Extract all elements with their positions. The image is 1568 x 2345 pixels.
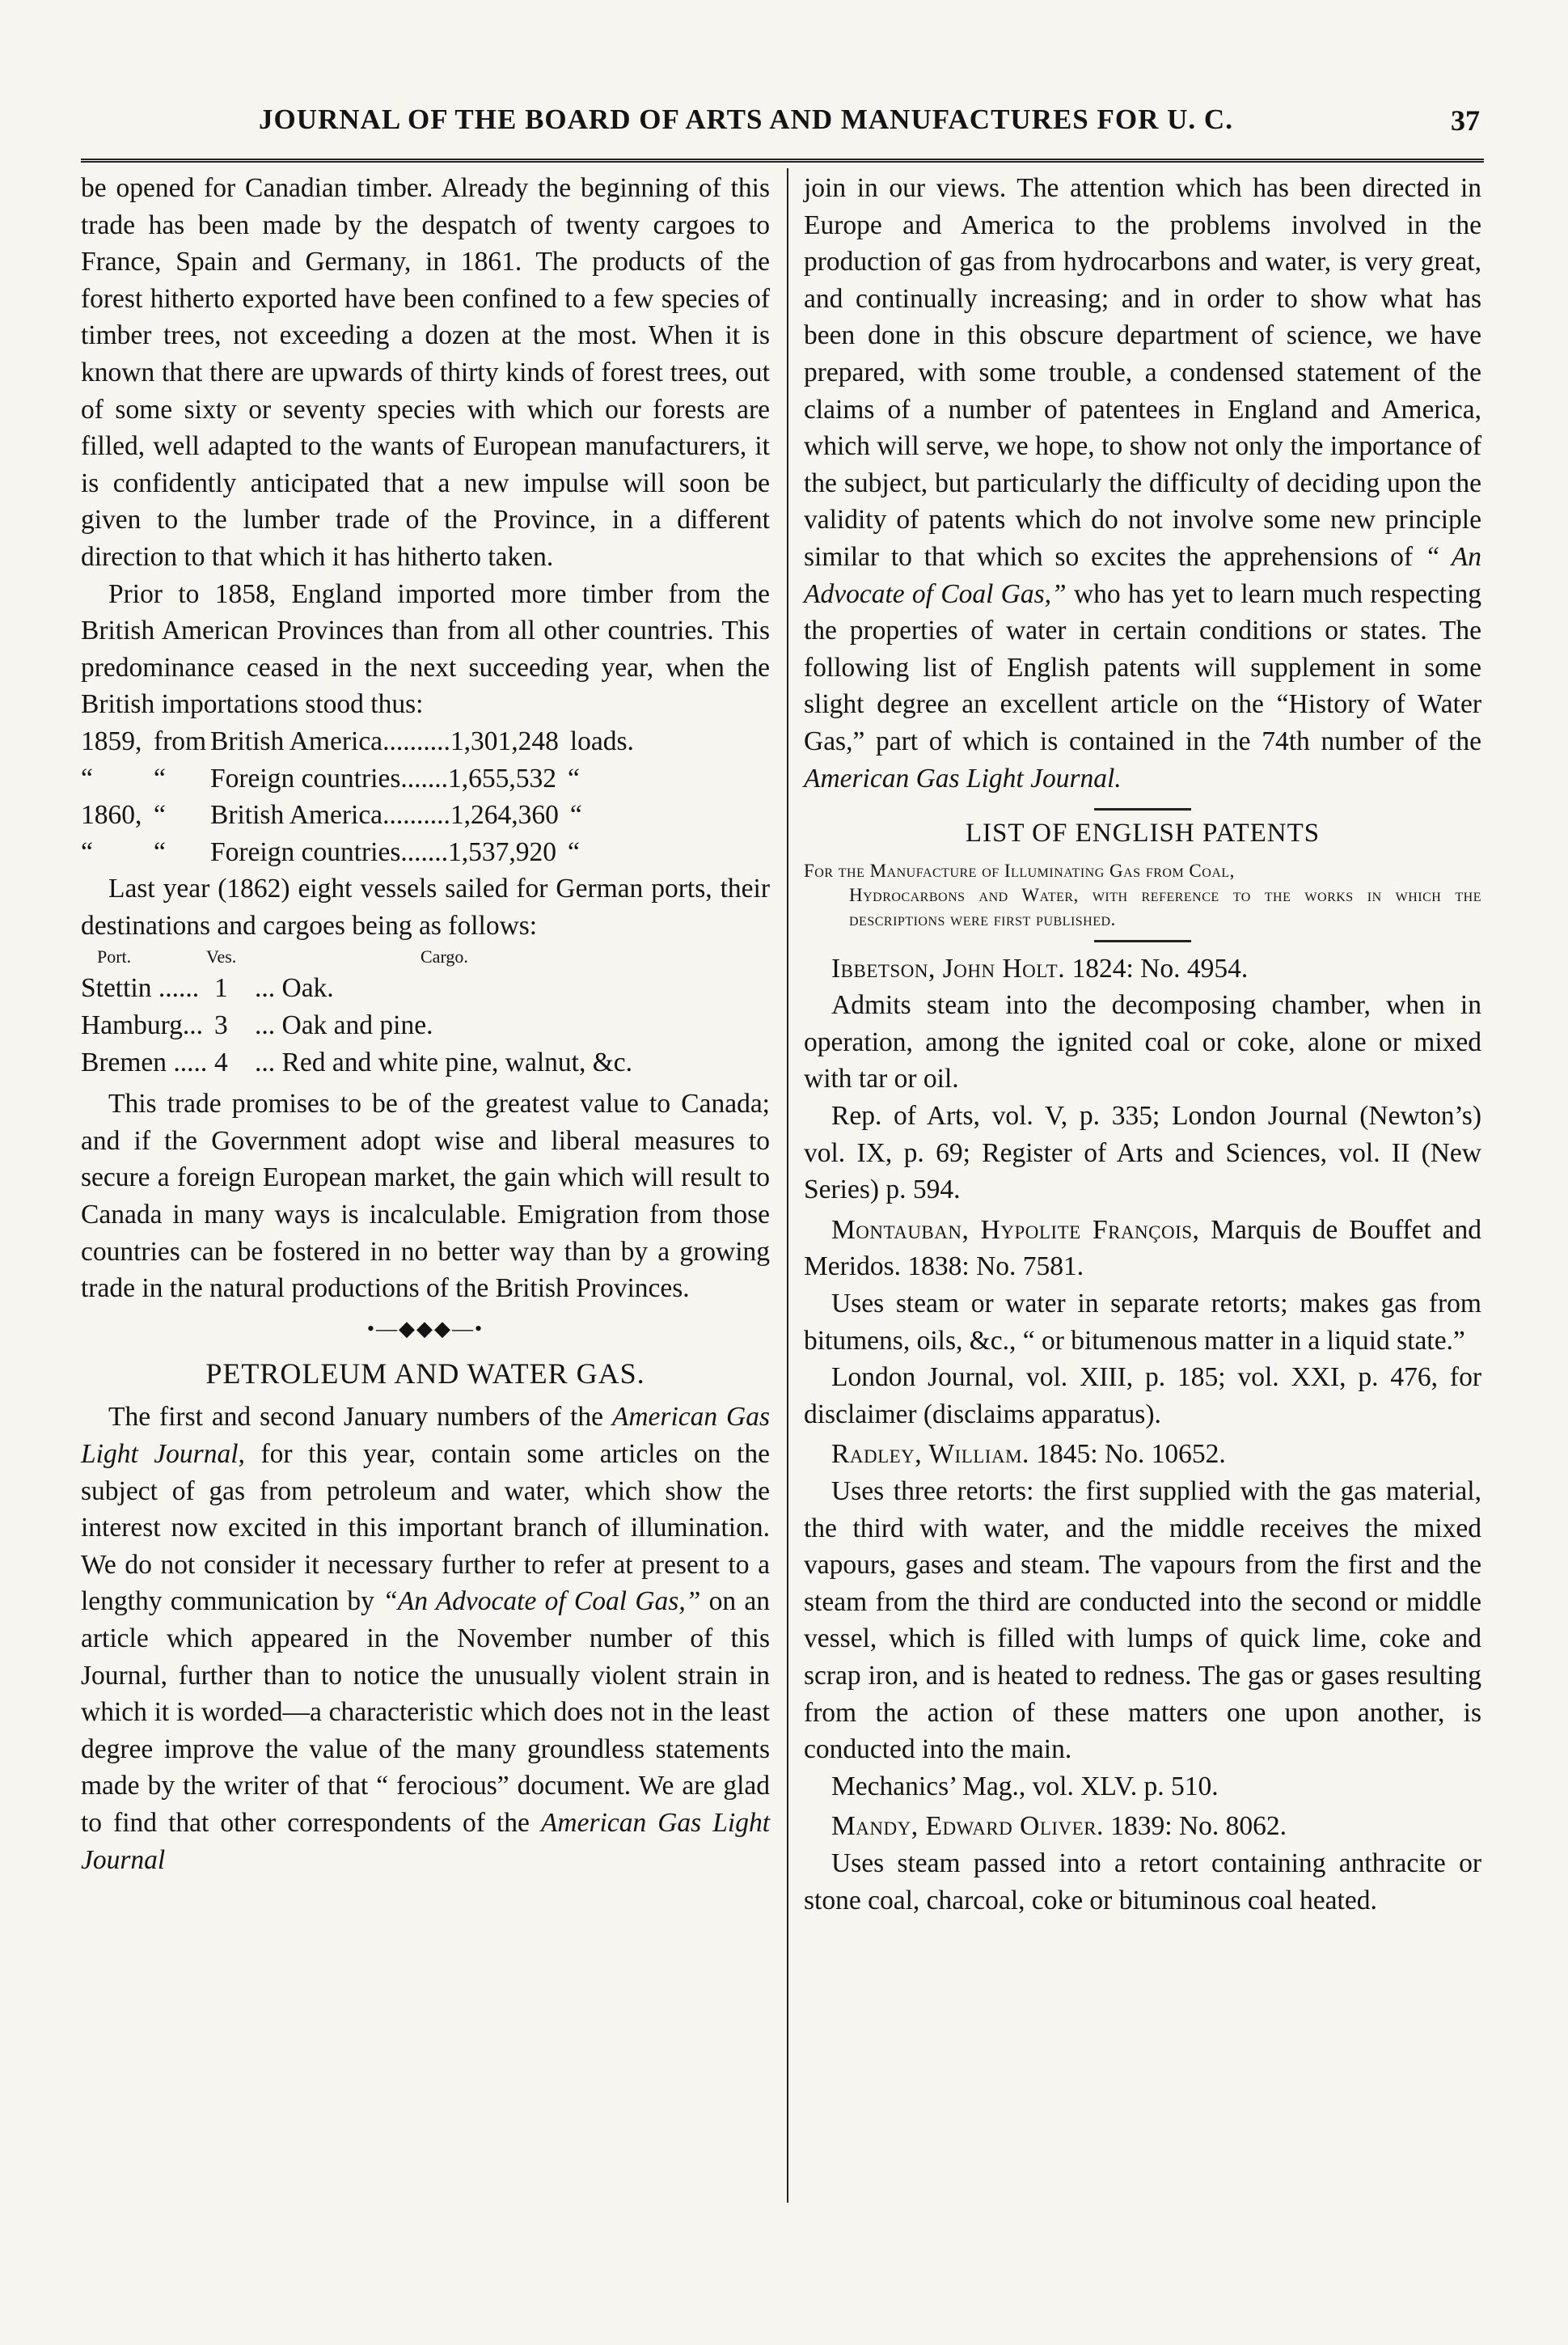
section-ornament: •—◆◆◆—•	[366, 1316, 484, 1340]
patentee-name: Radley, William.	[831, 1439, 1029, 1470]
imports-value: 1,655,532	[448, 763, 557, 794]
section-rule	[1094, 940, 1191, 942]
section-heading: PETROLEUM AND WATER GAS.	[205, 1357, 645, 1390]
imports-year: 1860,	[81, 800, 142, 831]
imports-value: 1,301,248	[450, 726, 559, 756]
imports-source: British America	[210, 800, 383, 831]
cargo-goods: ... Oak.	[255, 973, 334, 1004]
imports-unit: loads.	[569, 726, 634, 756]
patent-description: Uses steam or water in separate retorts; makes gas from bitumens, oils, &c., “ or bitumenous matter in a liquid state.”	[804, 1289, 1481, 1356]
patent-references: Mechanics’ Mag., vol. XLV. p. 510.	[831, 1771, 1219, 1801]
cargo-port: Bremen .....	[81, 1047, 208, 1077]
patent-title	[804, 1436, 1481, 1473]
cargo-head-cargo: Cargo.	[421, 946, 468, 967]
patent-list	[804, 950, 1481, 1919]
cargo-vessels: 4	[214, 1047, 228, 1077]
right-column	[804, 170, 1481, 1922]
patent-description: Uses steam passed into a retort containing anthracite or stone coal, charcoal, coke or bituminous coal heated.	[804, 1848, 1481, 1915]
cargo-vessels: 3	[214, 1010, 228, 1041]
patent-number: Marquis de Bouffet and Meridos. 1838: No. 7581.	[804, 1214, 1481, 1282]
running-title: JOURNAL OF THE BOARD OF ARTS AND MANUFACTURES FOR U. C.	[259, 104, 1233, 135]
imports-row	[81, 797, 770, 834]
imports-year: “	[81, 763, 93, 794]
patentee-name: Ibbetson, John Holt.	[831, 953, 1066, 984]
paragraph: be opened for Canadian timber. Already the beginning of this trade has been made by the despatch of twenty cargoes to France, Spain and Germany, in 1861. The products of the forest hitherto exported have been confined to a few species of timber trees, not exceeding a dozen at the most. When it is known that there are upwards of thirty kinds of forest trees, out of some sixty or seventy species with which our forests are filled, well adapted to the wants of European manufacturers, it is confidently anticipated that a new impulse will soon be given to the lumber trade of the Province, in a different direction to that which it has hitherto taken.	[81, 173, 770, 572]
imports-source: Foreign countries	[210, 763, 401, 794]
imports-row	[81, 760, 770, 798]
patentee-name: Montauban, Hypolite François,	[831, 1214, 1200, 1245]
list-subheading: For the Manufacture of Illuminating Gas from Coal, Hydrocarbons and Water, with reference to the works in which the descriptions were first published.	[804, 860, 1481, 929]
imports-prefix: “	[154, 800, 166, 831]
imports-row	[81, 834, 770, 871]
imports-unit: “	[569, 800, 582, 831]
imports-year: 1859,	[81, 726, 142, 756]
paragraph: Last year (1862) eight vessels sailed for German ports, their destinations and cargoes being as follows:	[81, 874, 770, 941]
page-number: 37	[1451, 104, 1480, 137]
cargo-head-port: Port.	[97, 946, 132, 967]
section-rule	[1094, 808, 1191, 811]
cargo-head-ves: Ves.	[206, 946, 237, 967]
imports-value: 1,264,360	[450, 800, 559, 831]
imports-dots: .......	[400, 763, 449, 794]
imports-source: British America	[210, 726, 383, 756]
imports-source: Foreign countries	[210, 836, 401, 867]
patent-references: Rep. of Arts, vol. V, p. 335; London Journal (Newton’s) vol. IX, p. 69; Register of Arts and Sciences, vol. II (New Series) p. 594.	[804, 1101, 1481, 1205]
paragraph: The first and second January numbers of the American Gas Light Journal, for this year, contain some articles on the subject of gas from petroleum and water, which show the interest now excited in this important branch of illumination. We do not consider it necessary further to refer at present to a lengthy communication by “An Advocate of Coal Gas,” on an article which appeared in the November number of this Journal, further than to notice the unusually violent strain in which it is worded—a characteristic which does not in the least degree improve the value of the many groundless statements made by the writer of that “ ferocious” document. We are glad to find that other correspondents of the American Gas Light Journal	[81, 1402, 771, 1875]
imports-year: “	[81, 836, 93, 867]
cargo-row	[81, 970, 770, 1007]
imports-row	[81, 723, 770, 760]
patent-number: 1845: No. 10652.	[1029, 1439, 1226, 1470]
patent-references: London Journal, vol. XIII, p. 185; vol. XXI, p. 476, for disclaimer (disclaims apparatus).	[804, 1362, 1481, 1429]
patentee-name: Mandy, Edward Oliver.	[831, 1811, 1104, 1842]
cargo-table	[81, 970, 770, 1081]
cargo-port: Stettin ......	[81, 973, 200, 1004]
left-column	[81, 170, 770, 1878]
patent-entry	[804, 1808, 1481, 1919]
imports-dots: ..........	[382, 800, 450, 831]
imports-value: 1,537,920	[448, 836, 557, 867]
patent-title	[804, 1808, 1481, 1845]
imports-prefix: from	[154, 726, 207, 756]
cargo-table-header	[81, 944, 770, 970]
cargo-row	[81, 1007, 770, 1044]
cargo-goods: ... Oak and pine.	[255, 1010, 433, 1041]
cargo-goods: ... Red and white pine, walnut, &c.	[255, 1047, 633, 1077]
cargo-port: Hamburg...	[81, 1010, 204, 1041]
paragraph: This trade promises to be of the greatest value to Canada; and if the Government adopt wise and liberal measures to secure a foreign European market, the gain which will result to Canada in many ways is incalculable. Emigration from those countries can be fostered in no better way than by a growing trade in the natural productions of the British Provinces.	[81, 1089, 770, 1304]
paragraph: Prior to 1858, England imported more timber from the British American Provinces than from all other countries. This predominance ceased in the next succeeding year, when the British importations stood thus:	[81, 578, 770, 720]
column-divider	[787, 168, 788, 2203]
imports-dots: ..........	[382, 726, 450, 756]
patent-entry	[804, 1436, 1481, 1805]
patent-description: Uses three retorts: the first supplied with the gas material, the third with water, and the middle receives the mixed vapours, gases and steam. The vapours from the first and the steam from the third are conducted into the second or middle vessel, which is filled with lumps of quick lime, coke and scrap iron, and is heated to redness. The gas or gases resulting from the action of these matters one upon another, is conducted into the main.	[804, 1476, 1481, 1765]
imports-unit: “	[568, 836, 580, 867]
imports-prefix: “	[154, 763, 166, 794]
imports-prefix: “	[154, 836, 166, 867]
imports-table	[81, 723, 770, 870]
cargo-row	[81, 1044, 770, 1081]
imports-unit: “	[568, 763, 580, 794]
list-heading: LIST OF ENGLISH PATENTS	[965, 819, 1321, 849]
patent-entry	[804, 1212, 1481, 1433]
imports-dots: .......	[400, 836, 449, 867]
patent-entry	[804, 950, 1481, 1208]
cargo-vessels: 1	[214, 973, 228, 1004]
patent-description: Admits steam into the decomposing chamber, when in operation, among the ignited coal or coke, alone or mixed with tar or oil.	[804, 990, 1481, 1094]
patent-number: 1824: No. 4954.	[1065, 953, 1249, 984]
paragraph: join in our views. The attention which has been directed in Europe and America to the problems involved in the production of gas from hydrocarbons and water, is very great, and continually increasing; and in order to show what has been done in this obscure department of science, we have prepared, with some trouble, a condensed statement of the claims of a number of patentees in England and America, which will serve, we hope, to show not only the importance of the subject, but particularly the difficulty of deciding upon the validity of patents which do not involve some new principle similar to that which so excites the apprehensions of “ An Advocate of Coal Gas,” who has yet to learn much respecting the properties of water in certain conditions or states. The following list of English patents will supplement in some slight degree an excellent article on the “History of Water Gas,” part of which is contained in the 74th number of the American Gas Light Journal.	[804, 173, 1482, 794]
running-head	[81, 104, 1480, 152]
patent-title	[804, 950, 1481, 988]
patent-number: 1839: No. 8062.	[1103, 1811, 1287, 1842]
patent-title	[804, 1212, 1481, 1285]
header-rule	[81, 159, 1484, 163]
